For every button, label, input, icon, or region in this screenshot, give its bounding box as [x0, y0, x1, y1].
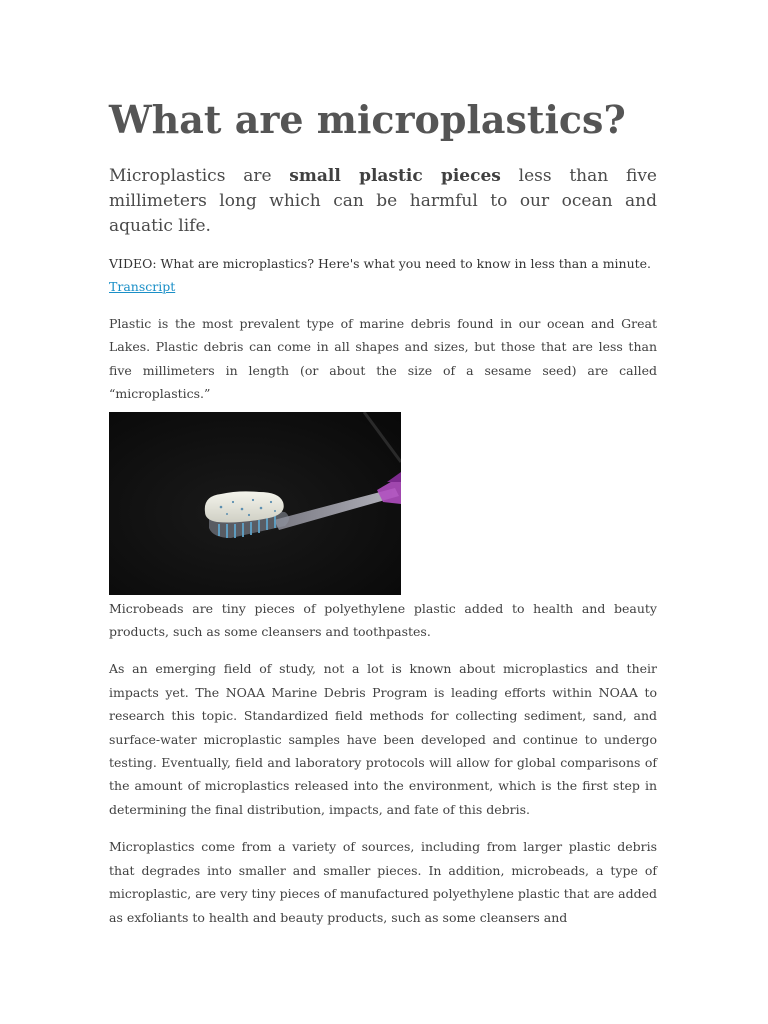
- page-title: What are microplastics?: [109, 97, 626, 142]
- video-note: [109, 252, 657, 298]
- lead-text-after: less than five millimeters long which can be harmful to our ocean and aquatic life.: [109, 166, 657, 236]
- paragraph-research: As an emerging field of study, not a lot is known about microplastics and their impacts yet. The NOAA Marine Debris Program is leading efforts within NOAA to research this topic. Standardized field methods for collecting sediment, sand, and surface-water microplastic samples have been developed and continue to undergo testing. Eventually, field and laboratory protocols will allow for global comparisons of the amount of microplastics released into the environment, which is the first step in determining the final distribution, impacts, and fate of this debris.: [109, 661, 657, 817]
- article: [109, 96, 657, 929]
- lead-paragraph: [109, 164, 657, 239]
- lead-bold-text: small plastic pieces: [289, 166, 501, 186]
- toothbrush-photo: [109, 412, 401, 595]
- image-caption: Microbeads are tiny pieces of polyethylene plastic added to health and beauty products, such as some cleansers and toothpastes.: [109, 600, 657, 640]
- transcript-link[interactable]: Transcript: [109, 279, 176, 294]
- paragraph-sources: Microplastics come from a variety of sources, including from larger plastic debris that degrades into smaller and smaller pieces. In addition, microbeads, a type of microplastic, are very tiny pieces of manufactured polyethylene plastic that are added as exfoliants to health and beauty products, such as some cleansers and: [109, 839, 657, 925]
- lead-text-before: Microplastics are: [109, 166, 290, 186]
- paragraph-prevalence: Plastic is the most prevalent type of marine debris found in our ocean and Great Lakes. Plastic debris can come in all shapes and sizes, but those that are less than five millimeters in length (or about the size of a sesame seed) are called “microplastics.”: [109, 316, 657, 402]
- video-caption: VIDEO: What are microplastics? Here's what you need to know in less than a minute.: [109, 256, 652, 271]
